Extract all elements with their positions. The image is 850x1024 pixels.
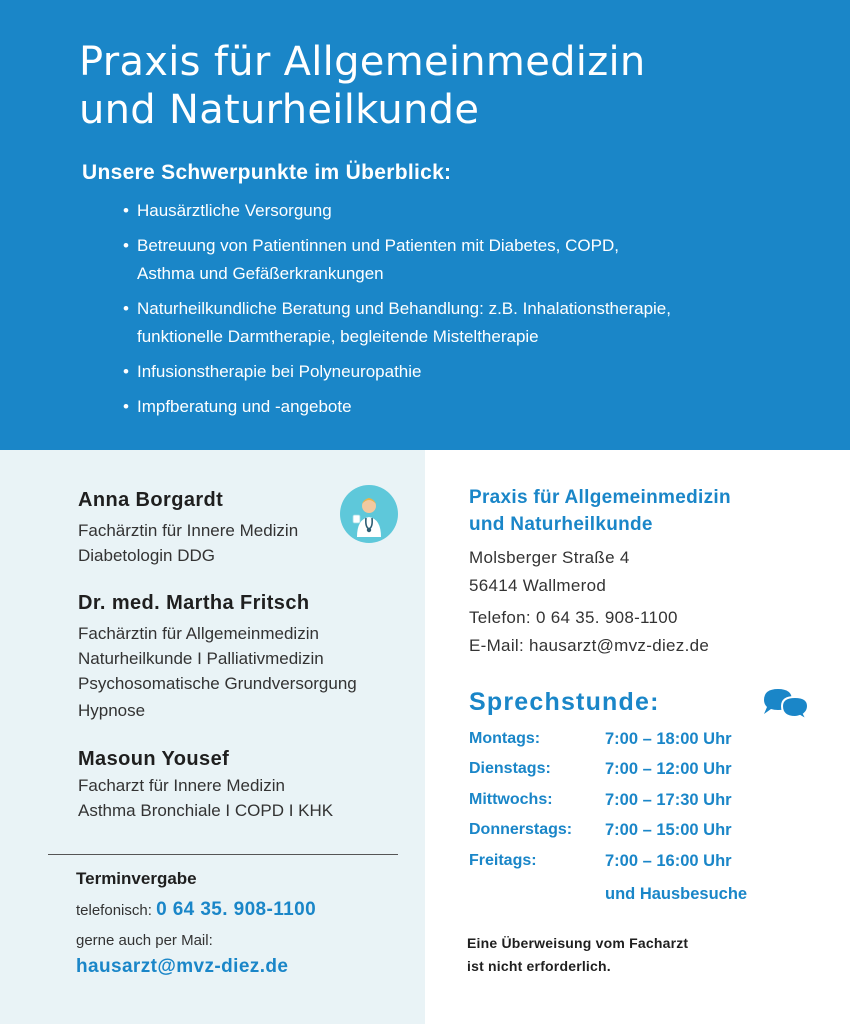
house-calls-note: und Hausbesuche bbox=[605, 885, 748, 903]
doctor-title: Naturheilkunde I Palliativmedizin bbox=[78, 649, 324, 668]
page-title-line2: und Naturheilkunde bbox=[79, 87, 480, 133]
doctor-title: Psychosomatische Grundversorgung bbox=[78, 674, 357, 693]
doctor-name: Anna Borgardt bbox=[78, 489, 224, 511]
doctor-title: Asthma Bronchiale I COPD I KHK bbox=[78, 801, 334, 820]
hours-day: Dienstags: bbox=[469, 760, 551, 777]
hours-time: 7:00 – 17:30 Uhr bbox=[605, 791, 732, 809]
doctor-card-fritsch bbox=[78, 589, 357, 723]
appointment-phone-row bbox=[76, 897, 316, 924]
hours-time: 7:00 – 16:00 Uhr bbox=[605, 852, 732, 870]
doctor-title: Fachärztin für Innere Medizin bbox=[78, 521, 299, 540]
practice-phone-link[interactable]: Telefon: 0 64 35. 908-1100 bbox=[469, 608, 678, 627]
hours-day: Montags: bbox=[469, 730, 541, 747]
focus-item: • Betreuung von Patientinnen und Patienten mit Diabetes, COPD, Asthma und Gefäßerkrankungen bbox=[123, 232, 671, 288]
practice-street: Molsberger Straße 4 bbox=[469, 548, 630, 567]
doctor-title: Facharzt für Innere Medizin bbox=[78, 776, 285, 795]
practice-city: 56414 Wallmerod bbox=[469, 576, 607, 595]
header-banner bbox=[0, 0, 850, 450]
doctor-name: Masoun Yousef bbox=[78, 748, 230, 770]
practice-name: Praxis für Allgemeinmedizin und Naturheilkunde bbox=[469, 487, 731, 535]
practice-email-link[interactable]: E-Mail: hausarzt@mvz-diez.de bbox=[469, 636, 710, 655]
hours-day: Mittwochs: bbox=[469, 791, 553, 808]
hours-day: Donnerstags: bbox=[469, 821, 573, 838]
doctor-icon bbox=[340, 485, 398, 543]
office-hours-heading: Sprechstunde: bbox=[469, 688, 660, 716]
hours-day: Freitags: bbox=[469, 852, 537, 869]
doctor-card-yousef bbox=[78, 745, 333, 823]
doctor-title: Diabetologin DDG bbox=[78, 546, 216, 565]
focus-item: • Naturheilkundliche Beratung und Behandlung: z.B. Inhalationstherapie, funktionelle Darmtherapie, begleitende Misteltherapie bbox=[123, 295, 671, 351]
doctor-title: Fachärztin für Allgemeinmedizin bbox=[78, 624, 319, 643]
focus-item: • Impfberatung und -angebote bbox=[123, 393, 671, 421]
divider bbox=[48, 854, 398, 855]
page-title-line1: Praxis für Allgemeinmedizin bbox=[79, 39, 646, 85]
hours-time: 7:00 – 18:00 Uhr bbox=[605, 730, 732, 748]
appointment-phone-link[interactable]: 0 64 35. 908-1100 bbox=[156, 899, 317, 920]
focus-item: • Infusionstherapie bei Polyneuropathie bbox=[123, 358, 671, 386]
doctor-name: Dr. med. Martha Fritsch bbox=[78, 592, 310, 614]
focus-list bbox=[123, 197, 671, 428]
focus-item: • Hausärztliche Versorgung bbox=[123, 197, 671, 225]
doctor-title: Hypnose bbox=[78, 701, 146, 720]
appointment-heading: Terminvergabe bbox=[76, 869, 197, 888]
appointment-phone-label: telefonisch: bbox=[76, 902, 152, 919]
chat-bubbles-icon bbox=[760, 686, 812, 724]
doctor-card-borgardt bbox=[78, 486, 298, 568]
hours-time: 7:00 – 12:00 Uhr bbox=[605, 760, 732, 778]
appointment-mail-label: gerne auch per Mail: bbox=[76, 932, 213, 949]
hours-time: 7:00 – 15:00 Uhr bbox=[605, 821, 732, 839]
appointment-mail-link[interactable]: hausarzt@mvz-diez.de bbox=[76, 956, 289, 977]
page-title bbox=[79, 38, 646, 134]
focus-heading: Unsere Schwerpunkte im Überblick: bbox=[82, 161, 452, 184]
referral-note: Eine Überweisung vom Facharzt ist nicht erforderlich. bbox=[467, 935, 689, 974]
